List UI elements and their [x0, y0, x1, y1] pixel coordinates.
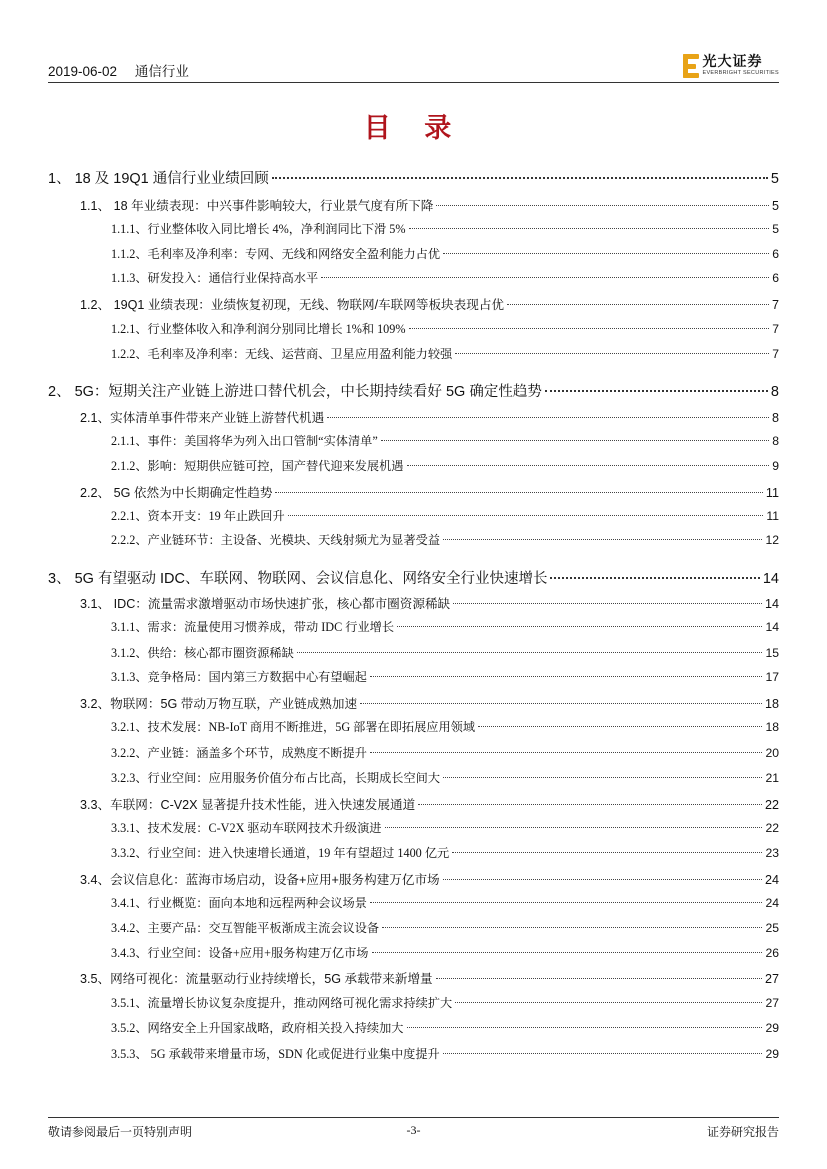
toc-leader-dots — [550, 577, 759, 579]
toc-leader-dots — [272, 177, 768, 179]
toc-leader-dots — [321, 277, 769, 278]
toc-entry-title: 1.2、 19Q1 业绩表现：业绩恢复初现，无线、物联网/车联网等板块表现占优 — [80, 298, 505, 312]
toc-entry-level-3[interactable] — [111, 1045, 779, 1062]
toc-leader-dots — [372, 952, 763, 953]
toc-entry-page: 7 — [772, 322, 779, 336]
toc-entry-title: 1.1.2、毛利率及净利率：专网、无线和网络安全盈利能力占优 — [111, 247, 441, 261]
toc-leader-dots — [327, 417, 769, 418]
toc-entry-title: 3.1.1、需求：流量使用习惯养成，带动 IDC 行业增长 — [111, 620, 395, 634]
toc-entry-level-3[interactable] — [111, 345, 779, 362]
toc-entry-page: 27 — [765, 996, 779, 1010]
toc-entry-level-3[interactable] — [111, 744, 779, 761]
toc-entry-page: 18 — [764, 697, 779, 711]
toc-entry-page: 8 — [770, 384, 779, 400]
logo-name-en: EVERBRIGHT SECURITIES — [702, 70, 779, 77]
toc-leader-dots — [443, 777, 762, 778]
toc-leader-dots — [370, 676, 763, 677]
toc-entry-title: 3.2.1、技术发展：NB-IoT 商用不断推进，5G 部署在即拓展应用领域 — [111, 720, 476, 734]
toc-entry-title: 3.2.2、产业链：涵盖多个环节，成熟度不断提升 — [111, 746, 367, 760]
toc-leader-dots — [360, 703, 762, 704]
industry-label: 通信行业 — [134, 64, 189, 79]
toc-entry-title: 3.3.1、技术发展：C-V2X 驱动车联网技术升级演进 — [111, 821, 382, 835]
toc-entry-level-3[interactable] — [111, 220, 779, 237]
toc-entry-level-1[interactable] — [48, 380, 779, 401]
toc-entry-page: 18 — [765, 720, 779, 734]
toc-entry-level-3[interactable] — [111, 320, 779, 337]
toc-entry-page: 8 — [771, 411, 779, 425]
toc-entry-level-3[interactable] — [111, 994, 779, 1011]
toc-leader-dots — [478, 726, 762, 727]
toc-entry-title: 3.2、物联网：5G 带动万物互联，产业链成熟加速 — [80, 697, 358, 711]
toc-entry-level-2[interactable] — [80, 869, 779, 888]
toc-entry-page: 6 — [772, 247, 779, 261]
toc-leader-dots — [455, 353, 769, 354]
toc-leader-dots — [443, 1053, 763, 1054]
toc-entry-page: 20 — [765, 746, 779, 760]
toc-entry-title: 3、 5G 有望驱动 IDC、车联网、物联网、会议信息化、网络安全行业快速增长 — [48, 571, 548, 587]
toc-entry-level-3[interactable] — [111, 531, 779, 548]
toc-entry-level-3[interactable] — [111, 644, 779, 661]
toc-entry-page: 23 — [765, 846, 779, 860]
toc-entry-title: 3.2.3、行业空间：应用服务价值分布占比高，长期成长空间大 — [111, 771, 441, 785]
toc-leader-dots — [443, 539, 762, 540]
page-footer — [48, 1117, 779, 1147]
toc-entry-level-3[interactable] — [111, 919, 779, 936]
toc-entry-page: 9 — [772, 459, 779, 473]
toc-leader-dots — [443, 253, 769, 254]
toc-entry-page: 24 — [764, 873, 779, 887]
toc-entry-level-2[interactable] — [80, 195, 779, 214]
toc-entry-page: 24 — [765, 896, 779, 910]
toc-entry-title: 3.5、网络可视化：流量驱动行业持续增长，5G 承载带来新增量 — [80, 972, 433, 986]
toc-entry-page: 25 — [765, 921, 779, 935]
logo-name-cn: 光大证券 — [702, 54, 763, 71]
toc-entry-page: 21 — [765, 771, 779, 785]
toc-entry-title: 2.1.2、影响：短期供应链可控，国产替代迎来发展机遇 — [111, 459, 404, 473]
toc-leader-dots — [382, 927, 762, 928]
toc-entry-level-3[interactable] — [111, 844, 779, 861]
toc-leader-dots — [288, 515, 764, 516]
toc-entry-title: 1、 18 及 19Q1 通信行业业绩回顾 — [48, 171, 269, 187]
toc-entry-title: 1.2.1、行业整体收入和净利润分别同比增长 1%和 109% — [111, 322, 406, 336]
toc-entry-title: 3.3.2、行业空间：进入快速增长通道，19 年有望超过 1400 亿元 — [111, 846, 450, 860]
toc-entry-title: 3.1.2、供给：核心都市圈资源稀缺 — [111, 646, 294, 660]
logo-mark-icon — [683, 54, 699, 78]
toc-entry-title: 3.5.1、流量增长协议复杂度提升，推动网络可视化需求持续扩大 — [111, 996, 453, 1010]
toc-entry-page: 27 — [764, 972, 779, 986]
toc-entry-title: 3.5.3、 5G 承载带来增量市场，SDN 化或促进行业集中度提升 — [111, 1047, 440, 1061]
page-header — [48, 52, 779, 82]
toc-entry-title: 3.4.3、行业空间：设备+应用+服务构建万亿市场 — [111, 946, 369, 960]
toc-entry-level-2[interactable] — [80, 693, 779, 712]
toc-entry-level-3[interactable] — [111, 668, 779, 685]
toc-leader-dots — [418, 804, 762, 805]
company-logo — [683, 52, 780, 80]
toc-entry-page: 6 — [772, 271, 779, 285]
toc-leader-dots — [297, 652, 763, 653]
toc-entry-title: 2.1.1、事件：美国将华为列入出口管制“实体清单” — [111, 434, 378, 448]
toc-entry-level-3[interactable] — [111, 269, 779, 286]
toc-entry-page: 5 — [772, 222, 779, 236]
report-type: 证券研究报告 — [706, 1125, 779, 1139]
toc-leader-dots — [409, 328, 770, 329]
toc-entry-page: 12 — [765, 533, 779, 547]
toc-leader-dots — [436, 205, 769, 206]
header-divider — [48, 82, 779, 83]
toc-entry-page: 14 — [764, 597, 779, 611]
toc-entry-level-3[interactable] — [111, 457, 779, 474]
toc-entry-title: 1.1.1、行业整体收入同比增长 4%，净利润同比下滑 5% — [111, 222, 406, 236]
toc-entry-level-2[interactable] — [80, 968, 779, 987]
report-date: 2019-06-02 — [48, 64, 118, 79]
toc-entry-level-3[interactable] — [111, 1019, 779, 1036]
toc-entry-page: 22 — [764, 798, 779, 812]
toc-entry-level-3[interactable] — [111, 432, 779, 449]
toc-entry-page: 8 — [772, 434, 779, 448]
toc-leader-dots — [443, 879, 762, 880]
footer-divider — [48, 1117, 779, 1118]
toc-leader-dots — [545, 390, 768, 392]
toc-leader-dots — [370, 902, 763, 903]
toc-entry-title: 3.4.2、主要产品：交互智能平板渐成主流会议设备 — [111, 921, 380, 935]
toc-entry-page: 15 — [765, 646, 779, 660]
toc-entry-level-2[interactable] — [80, 407, 779, 426]
toc-leader-dots — [452, 852, 762, 853]
toc-leader-dots — [409, 228, 770, 229]
toc-entry-title: 2.1、实体清单事件带来产业链上游替代机遇 — [80, 411, 325, 425]
toc-entry-page: 22 — [765, 821, 779, 835]
toc-entry-title: 2、 5G：短期关注产业链上游进口替代机会，中长期持续看好 5G 确定性趋势 — [48, 384, 542, 400]
toc-entry-page: 11 — [765, 486, 779, 500]
toc-entry-title: 3.1、 IDC：流量需求激增驱动市场快速扩张，核心都市圈资源稀缺 — [80, 597, 451, 611]
disclaimer-note: 敬请参阅最后一页特别声明 — [48, 1125, 193, 1139]
toc-leader-dots — [370, 752, 763, 753]
toc-entry-title: 1.1、 18 年业绩表现：中兴事件影响较大，行业景气度有所下降 — [80, 199, 434, 213]
toc-entry-page: 17 — [765, 670, 779, 684]
toc-entry-title: 1.2.2、毛利率及净利率：无线、运营商、卫星应用盈利能力较强 — [111, 347, 453, 361]
toc-entry-title: 3.5.2、网络安全上升国家战略，政府相关投入持续加大 — [111, 1021, 404, 1035]
toc-entry-level-3[interactable] — [111, 769, 779, 786]
toc-entry-page: 7 — [772, 347, 779, 361]
toc-leader-dots — [407, 1027, 763, 1028]
toc-entry-page: 7 — [771, 298, 779, 312]
toc-entry-title: 3.1.3、竞争格局：国内第三方数据中心有望崛起 — [111, 670, 367, 684]
toc-leader-dots — [455, 1002, 762, 1003]
toc-entry-title: 3.4.1、行业概览：面向本地和远程两种会议场景 — [111, 896, 367, 910]
toc-entry-page: 14 — [762, 571, 779, 587]
toc-entry-title: 3.4、会议信息化：蓝海市场启动，设备+应用+服务构建万亿市场 — [80, 873, 440, 887]
toc-entry-page: 11 — [766, 509, 779, 523]
toc-leader-dots — [507, 304, 769, 305]
toc-entry-level-1[interactable] — [48, 167, 779, 188]
toc-entry-page: 5 — [770, 171, 779, 187]
toc-entry-page: 5 — [771, 199, 779, 213]
toc-entry-title: 3.3、车联网：C-V2X 显著提升技术性能，进入快速发展通道 — [80, 798, 416, 812]
toc-leader-dots — [453, 603, 762, 604]
toc-entry-level-3[interactable] — [111, 507, 779, 524]
toc-entry-title: 2.2.1、资本开支：19 年止跌回升 — [111, 509, 285, 523]
toc-entry-level-3[interactable] — [111, 819, 779, 836]
toc-entry-page: 14 — [765, 620, 779, 634]
toc-entry-title: 1.1.3、研发投入：通信行业保持高水平 — [111, 271, 319, 285]
toc-entry-page: 26 — [765, 946, 779, 960]
toc-entry-level-2[interactable] — [80, 294, 779, 313]
toc-entry-level-2[interactable] — [80, 593, 779, 612]
header-info — [48, 60, 203, 80]
toc-entry-level-2[interactable] — [80, 482, 779, 501]
toc-leader-dots — [407, 465, 770, 466]
toc-leader-dots — [436, 978, 762, 979]
toc-leader-dots — [397, 626, 762, 627]
toc-entry-level-1[interactable] — [48, 567, 779, 588]
toc-entry-page: 29 — [765, 1047, 779, 1061]
toc-entry-level-3[interactable] — [111, 618, 779, 635]
toc-leader-dots — [385, 827, 763, 828]
toc-leader-dots — [381, 440, 769, 441]
toc-entry-title: 2.2.2、产业链环节：主设备、光模块、天线射频尤为显著受益 — [111, 533, 441, 547]
toc-entry-level-3[interactable] — [111, 245, 779, 262]
toc-entry-title: 2.2、 5G 依然为中长期确定性趋势 — [80, 486, 273, 500]
page-title: 目 录 — [363, 113, 464, 144]
toc-entry-level-2[interactable] — [80, 794, 779, 813]
toc-leader-dots — [275, 492, 762, 493]
page-number: -3- — [406, 1123, 421, 1137]
toc-entry-level-3[interactable] — [111, 944, 779, 961]
toc-entry-level-3[interactable] — [111, 718, 779, 735]
toc-entry-page: 29 — [765, 1021, 779, 1035]
toc-entry-level-3[interactable] — [111, 894, 779, 911]
